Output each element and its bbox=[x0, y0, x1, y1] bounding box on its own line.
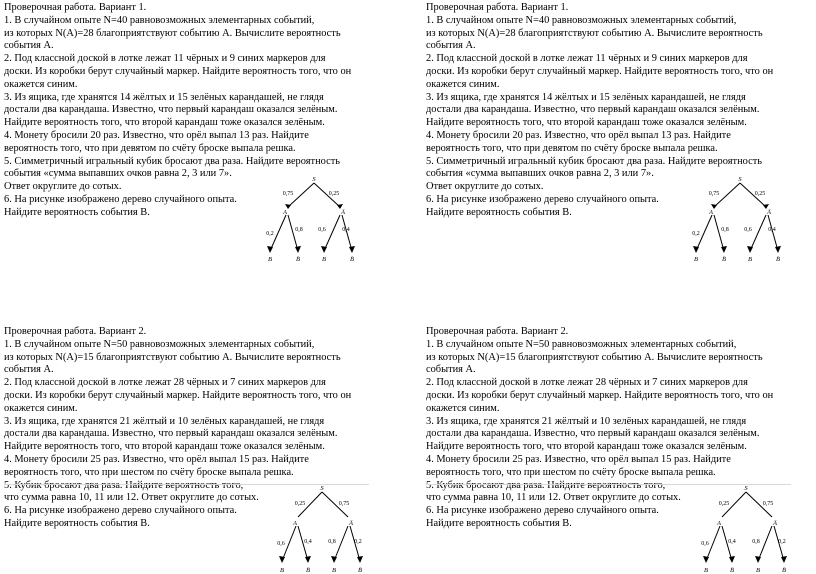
task-line: 5. Кубик бросают два раза. Найдите вероятность того, bbox=[426, 479, 666, 491]
tree-leaf-label: B bbox=[322, 256, 326, 263]
task-line: 5. Кубик бросают два раза. Найдите вероятность того, bbox=[4, 479, 244, 491]
tree-root-label: S bbox=[744, 485, 748, 492]
tree-leaf-label: B̄ bbox=[730, 567, 734, 574]
task-line: 1. В случайном опыте N=40 равновозможных элементарных событий, bbox=[4, 14, 315, 26]
task-line: 6. На рисунке изображено дерево случайного опыта. bbox=[426, 505, 659, 517]
task-line: окажется синим. bbox=[4, 78, 78, 90]
task-line: из которых N(A)=15 благоприятствуют событию А. Вычислите вероятность bbox=[426, 351, 763, 363]
task-line: доски. Из коробки берут случайный маркер. Найдите вероятность того, что он bbox=[426, 65, 774, 77]
task-line: события «сумма выпавших очков равна 2, 3 или 7». bbox=[426, 168, 654, 180]
task-line: 3. Из ящика, где хранятся 21 жёлтый и 10 зелёных карандашей, не глядя bbox=[4, 415, 325, 427]
task-line: достали два карандаша. Известно, что первый карандаш оказался зелёным. bbox=[426, 428, 760, 440]
probability-tree-diagram bbox=[684, 175, 796, 265]
task-line: что сумма равна 10, 11 или 12. Ответ округлите до сотых. bbox=[4, 492, 259, 504]
task-line: события А. bbox=[4, 364, 54, 376]
task-line: Найдите вероятность того, что второй карандаш тоже оказался зелёным. bbox=[426, 441, 747, 453]
task-line: 4. Монету бросили 25 раз. Известно, что орёл выпал 15 раз. Найдите bbox=[426, 453, 731, 465]
tree-edge bbox=[288, 215, 298, 251]
tree-prob-label: 0,75 bbox=[762, 501, 774, 507]
tree-leaf-label: B bbox=[748, 256, 752, 263]
tree-root-label: S bbox=[738, 176, 742, 183]
probability-tree-diagram bbox=[694, 484, 798, 574]
tree-leaf-label: B̄ bbox=[358, 567, 362, 574]
tree-leaf-label: B bbox=[280, 567, 284, 574]
tree-edge bbox=[342, 215, 352, 251]
task-line: Найдите вероятность события В. bbox=[4, 517, 150, 529]
task-line: достали два карандаша. Известно, что первый карандаш оказался зелёным. bbox=[4, 104, 338, 116]
card-title: Проверочная работа. Вариант 1. bbox=[4, 2, 147, 13]
tree-prob-label: 0,4 bbox=[768, 227, 776, 233]
task-line: 1. В случайном опыте N=50 равновозможных элементарных событий, bbox=[4, 338, 315, 350]
tree-root-label: S bbox=[312, 176, 316, 183]
task-line: достали два карандаша. Известно, что первый карандаш оказался зелёным. bbox=[4, 428, 338, 440]
tree-node-not-a: Ā bbox=[349, 520, 353, 527]
tree-leaf-label: B bbox=[268, 256, 272, 263]
tree-prob-label: 0,8 bbox=[328, 539, 336, 545]
tree-prob-label: 0,75 bbox=[282, 191, 294, 197]
tree-node-a: A bbox=[717, 520, 721, 527]
task-line: достали два карандаша. Известно, что первый карандаш оказался зелёным. bbox=[426, 104, 760, 116]
tree-prob-label: 0,4 bbox=[342, 227, 350, 233]
tree-root-label: S bbox=[320, 485, 324, 492]
tree-prob-label: 0,25 bbox=[294, 501, 306, 507]
tree-node-a: A bbox=[293, 520, 297, 527]
tree-node-not-a: Ā bbox=[767, 209, 771, 216]
tree-leaf-label: B̄ bbox=[350, 256, 354, 263]
task-line: 3. Из ящика, где хранятся 21 жёлтый и 10 зелёных карандашей, не глядя bbox=[426, 415, 747, 427]
card-title: Проверочная работа. Вариант 2. bbox=[4, 326, 147, 337]
task-line: 4. Монету бросили 20 раз. Известно, что орёл выпал 13 раз. Найдите bbox=[4, 129, 309, 141]
task-line: окажется синим. bbox=[426, 78, 500, 90]
task-line: 6. На рисунке изображено дерево случайного опыта. bbox=[426, 193, 659, 205]
task-line: доски. Из коробки берут случайный маркер. Найдите вероятность того, что он bbox=[4, 65, 352, 77]
task-line: Найдите вероятность того, что второй карандаш тоже оказался зелёным. bbox=[4, 441, 325, 453]
tree-prob-label: 0,2 bbox=[778, 539, 786, 545]
tree-node-a: A bbox=[283, 209, 287, 216]
probability-tree-diagram bbox=[270, 484, 374, 574]
tree-prob-label: 0,25 bbox=[718, 501, 730, 507]
tree-leaf-label: B̄ bbox=[722, 256, 726, 263]
probability-tree-diagram bbox=[258, 175, 370, 265]
task-line: события А. bbox=[426, 40, 476, 52]
task-line: окажется синим. bbox=[426, 402, 500, 414]
tree-prob-label: 0,75 bbox=[708, 191, 720, 197]
task-line: вероятность того, что при девятом по счёту броске выпала решка. bbox=[4, 142, 296, 154]
tree-prob-label: 0,6 bbox=[318, 227, 326, 233]
tree-prob-label: 0,6 bbox=[701, 541, 709, 547]
task-line: 4. Монету бросили 20 раз. Известно, что орёл выпал 13 раз. Найдите bbox=[426, 129, 731, 141]
task-line: окажется синим. bbox=[4, 402, 78, 414]
task-line: 2. Под классной доской в лотке лежат 28 чёрных и 7 синих маркеров для bbox=[4, 377, 326, 389]
task-line: 1. В случайном опыте N=50 равновозможных элементарных событий, bbox=[426, 338, 737, 350]
tree-prob-label: 0,25 bbox=[754, 191, 766, 197]
task-line: вероятность того, что при шестом по счёту броске выпала решка. bbox=[426, 466, 716, 478]
tree-prob-label: 0,2 bbox=[692, 231, 700, 237]
task-line: 1. В случайном опыте N=40 равновозможных элементарных событий, bbox=[426, 14, 737, 26]
task-line: из которых N(A)=28 благоприятствуют событию А. Вычислите вероятность bbox=[4, 27, 341, 39]
tree-prob-label: 0,6 bbox=[277, 541, 285, 547]
tree-prob-label: 0,4 bbox=[728, 539, 736, 545]
task-line: события А. bbox=[426, 364, 476, 376]
task-line: Найдите вероятность того, что второй карандаш тоже оказался зелёным. bbox=[426, 117, 747, 129]
task-line: вероятность того, что при шестом по счёту броске выпала решка. bbox=[4, 466, 294, 478]
task-line: из которых N(A)=28 благоприятствуют событию А. Вычислите вероятность bbox=[426, 27, 763, 39]
task-line: доски. Из коробки берут случайный маркер. Найдите вероятность того, что он bbox=[426, 389, 774, 401]
tree-prob-label: 0,25 bbox=[328, 191, 340, 197]
tree-prob-label: 0,8 bbox=[295, 227, 303, 233]
card-title: Проверочная работа. Вариант 2. bbox=[426, 326, 569, 337]
task-line: доски. Из коробки берут случайный маркер. Найдите вероятность того, что он bbox=[4, 389, 352, 401]
task-line: что сумма равна 10, 11 или 12. Ответ округлите до сотых. bbox=[426, 492, 681, 504]
tree-leaf-label: B̄ bbox=[776, 256, 780, 263]
task-line: события «сумма выпавших очков равна 2, 3 или 7». bbox=[4, 168, 232, 180]
task-line: 4. Монету бросили 25 раз. Известно, что орёл выпал 15 раз. Найдите bbox=[4, 453, 309, 465]
task-line: Найдите вероятность события В. bbox=[426, 206, 572, 218]
task-line: 5. Симметричный игральный кубик бросают два раза. Найдите вероятность bbox=[4, 155, 340, 167]
task-line: 6. На рисунке изображено дерево случайного опыта. bbox=[4, 505, 237, 517]
task-line: Найдите вероятность события В. bbox=[426, 517, 572, 529]
task-line: 3. Из ящика, где хранятся 14 жёлтых и 15 зелёных карандашей, не глядя bbox=[4, 91, 324, 103]
card-title: Проверочная работа. Вариант 1. bbox=[426, 2, 569, 13]
task-line: Ответ округлите до сотых. bbox=[426, 181, 544, 193]
task-line: Ответ округлите до сотых. bbox=[4, 181, 122, 193]
task-line: 5. Симметричный игральный кубик бросают два раза. Найдите вероятность bbox=[426, 155, 762, 167]
task-line: из которых N(A)=15 благоприятствуют событию А. Вычислите вероятность bbox=[4, 351, 341, 363]
task-line: 3. Из ящика, где хранятся 14 жёлтых и 15 зелёных карандашей, не глядя bbox=[426, 91, 746, 103]
tree-node-not-a: Ā bbox=[341, 209, 345, 216]
tree-leaf-label: B bbox=[704, 567, 708, 574]
tree-prob-label: 0,4 bbox=[304, 539, 312, 545]
task-line: 6. На рисунке изображено дерево случайного опыта. bbox=[4, 193, 237, 205]
tree-node-a: A bbox=[709, 209, 713, 216]
tree-prob-label: 0,2 bbox=[354, 539, 362, 545]
tree-leaf-label: B bbox=[756, 567, 760, 574]
tree-leaf-label: B bbox=[332, 567, 336, 574]
task-line: вероятность того, что при девятом по счёту броске выпала решка. bbox=[426, 142, 718, 154]
tree-prob-label: 0,8 bbox=[721, 227, 729, 233]
task-line: 2. Под классной доской в лотке лежат 11 чёрных и 9 синих маркеров для bbox=[4, 53, 326, 65]
tree-edge bbox=[324, 215, 340, 251]
task-line: Найдите вероятность события В. bbox=[4, 206, 150, 218]
task-line: 2. Под классной доской в лотке лежат 28 чёрных и 7 синих маркеров для bbox=[426, 377, 748, 389]
task-line: Найдите вероятность того, что второй карандаш тоже оказался зелёным. bbox=[4, 117, 325, 129]
task-line: 2. Под классной доской в лотке лежат 11 чёрных и 9 синих маркеров для bbox=[426, 53, 748, 65]
tree-prob-label: 0,2 bbox=[266, 231, 274, 237]
tree-prob-label: 0,6 bbox=[744, 227, 752, 233]
tree-leaf-label: B̄ bbox=[296, 256, 300, 263]
tree-leaf-label: B̄ bbox=[306, 567, 310, 574]
tree-prob-label: 0,75 bbox=[338, 501, 350, 507]
tree-leaf-label: B bbox=[694, 256, 698, 263]
task-line: события А. bbox=[4, 40, 54, 52]
tree-leaf-label: B̄ bbox=[782, 567, 786, 574]
tree-prob-label: 0,8 bbox=[752, 539, 760, 545]
tree-node-not-a: Ā bbox=[773, 520, 777, 527]
